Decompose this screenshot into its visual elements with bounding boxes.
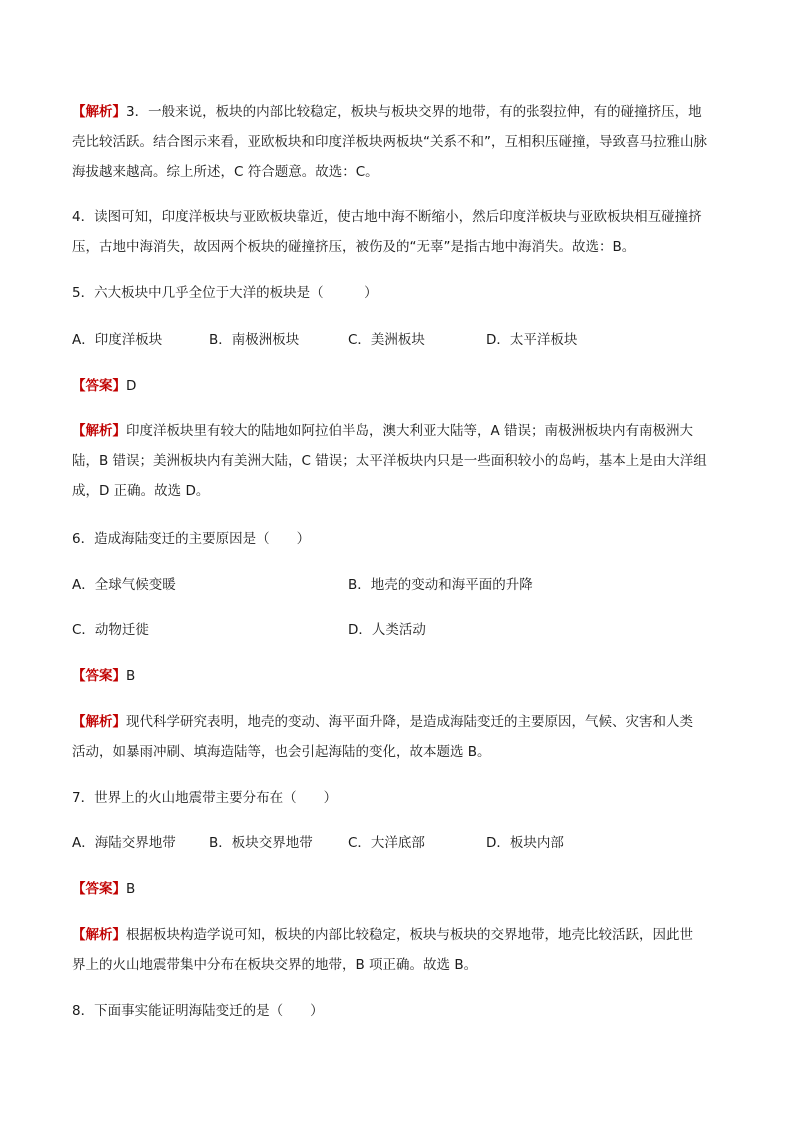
q7-answer-value: B xyxy=(126,881,136,897)
q3-analysis-line3: 海拔越来越高。综上所述，C 符合题意。故选：C。 xyxy=(72,164,379,180)
analysis-tag: 【解析】 xyxy=(72,423,126,439)
q7-answer xyxy=(72,879,135,899)
q6-analysis-line1: 【解析】现代科学研究表明，地壳的变动、海平面升降，是造成海陆变迁的主要原因，气候、灾害和人类 xyxy=(72,714,693,730)
q3-analysis-line2: 壳比较活跃。结合图示来看，亚欧板块和印度洋板块两板块“关系不和”，互相积压碰撞，导致喜马拉雅山脉 xyxy=(72,134,707,150)
q7-question: 7．世界上的火山地震带主要分布在（ ） xyxy=(72,790,338,806)
q6-answer xyxy=(72,666,135,686)
q6-analysis-line2: 活动，如暴雨冲刷、填海造陆等，也会引起海陆的变化，故本题选 B。 xyxy=(72,744,491,760)
q5-option-a: A．印度洋板块 xyxy=(72,332,163,348)
q5-analysis-line1: 【解析】印度洋板块里有较大的陆地如阿拉伯半岛，澳大利亚大陆等，A 错误；南极洲板块内有南极洲大 xyxy=(72,423,694,439)
q3-analysis-line1: 【解析】3．一般来说，板块的内部比较稳定，板块与板块交界的地带，有的张裂拉伸，有的碰撞挤压，地 xyxy=(72,104,702,120)
q5-option-d: D．太平洋板块 xyxy=(486,332,578,348)
q6-option-c: C．动物迁徙 xyxy=(72,622,149,638)
analysis-tag: 【解析】 xyxy=(72,104,126,120)
q7-option-d: D．板块内部 xyxy=(486,835,564,851)
q7-option-a: A．海陆交界地带 xyxy=(72,835,176,851)
answer-tag: 【答案】 xyxy=(72,668,126,684)
q5-options xyxy=(72,330,732,350)
q6-question: 6．造成海陆变迁的主要原因是（ ） xyxy=(72,531,311,547)
analysis-tag: 【解析】 xyxy=(72,927,126,943)
q5-analysis-line3: 成，D 正确。故选 D。 xyxy=(72,483,210,499)
q7-option-c: C．大洋底部 xyxy=(348,835,425,851)
q5-answer-value: D xyxy=(126,378,137,394)
q7-options xyxy=(72,833,732,853)
answer-tag: 【答案】 xyxy=(72,378,126,394)
q6-answer-value: B xyxy=(126,668,136,684)
q5-option-c: C．美洲板块 xyxy=(348,332,425,348)
q6-option-d: D．人类活动 xyxy=(348,622,426,638)
q6-option-a: A．全球气候变暖 xyxy=(72,577,176,593)
q8-question: 8．下面事实能证明海陆变迁的是（ ） xyxy=(72,1003,324,1019)
q4-analysis-line2: 压，古地中海消失，故因两个板块的碰撞挤压，被伤及的“无辜”是指古地中海消失。故选：B。 xyxy=(72,239,636,255)
q6-options-row1 xyxy=(72,575,732,595)
q5-option-b: B．南极洲板块 xyxy=(209,332,300,348)
answer-tag: 【答案】 xyxy=(72,881,126,897)
q7-analysis-line1: 【解析】根据板块构造学说可知，板块的内部比较稳定，板块与板块的交界地带，地壳比较活跃，因此世 xyxy=(72,927,693,943)
q5-answer xyxy=(72,376,136,396)
q6-option-b: B．地壳的变动和海平面的升降 xyxy=(348,577,533,593)
q7-option-b: B．板块交界地带 xyxy=(209,835,313,851)
q6-options-row2 xyxy=(72,620,732,640)
q4-analysis-line1: 4．读图可知，印度洋板块与亚欧板块靠近，使古地中海不断缩小，然后印度洋板块与亚欧板块相互碰撞挤 xyxy=(72,209,702,225)
analysis-tag: 【解析】 xyxy=(72,714,126,730)
q5-analysis-line2: 陆，B 错误；美洲板块内有美洲大陆，C 错误；太平洋板块内只是一些面积较小的岛屿，基本上是由大洋组 xyxy=(72,453,707,469)
q5-question: 5．六大板块中几乎全位于大洋的板块是（ ） xyxy=(72,285,378,301)
q7-analysis-line2: 界上的火山地震带集中分布在板块交界的地带，B 项正确。故选 B。 xyxy=(72,957,478,973)
